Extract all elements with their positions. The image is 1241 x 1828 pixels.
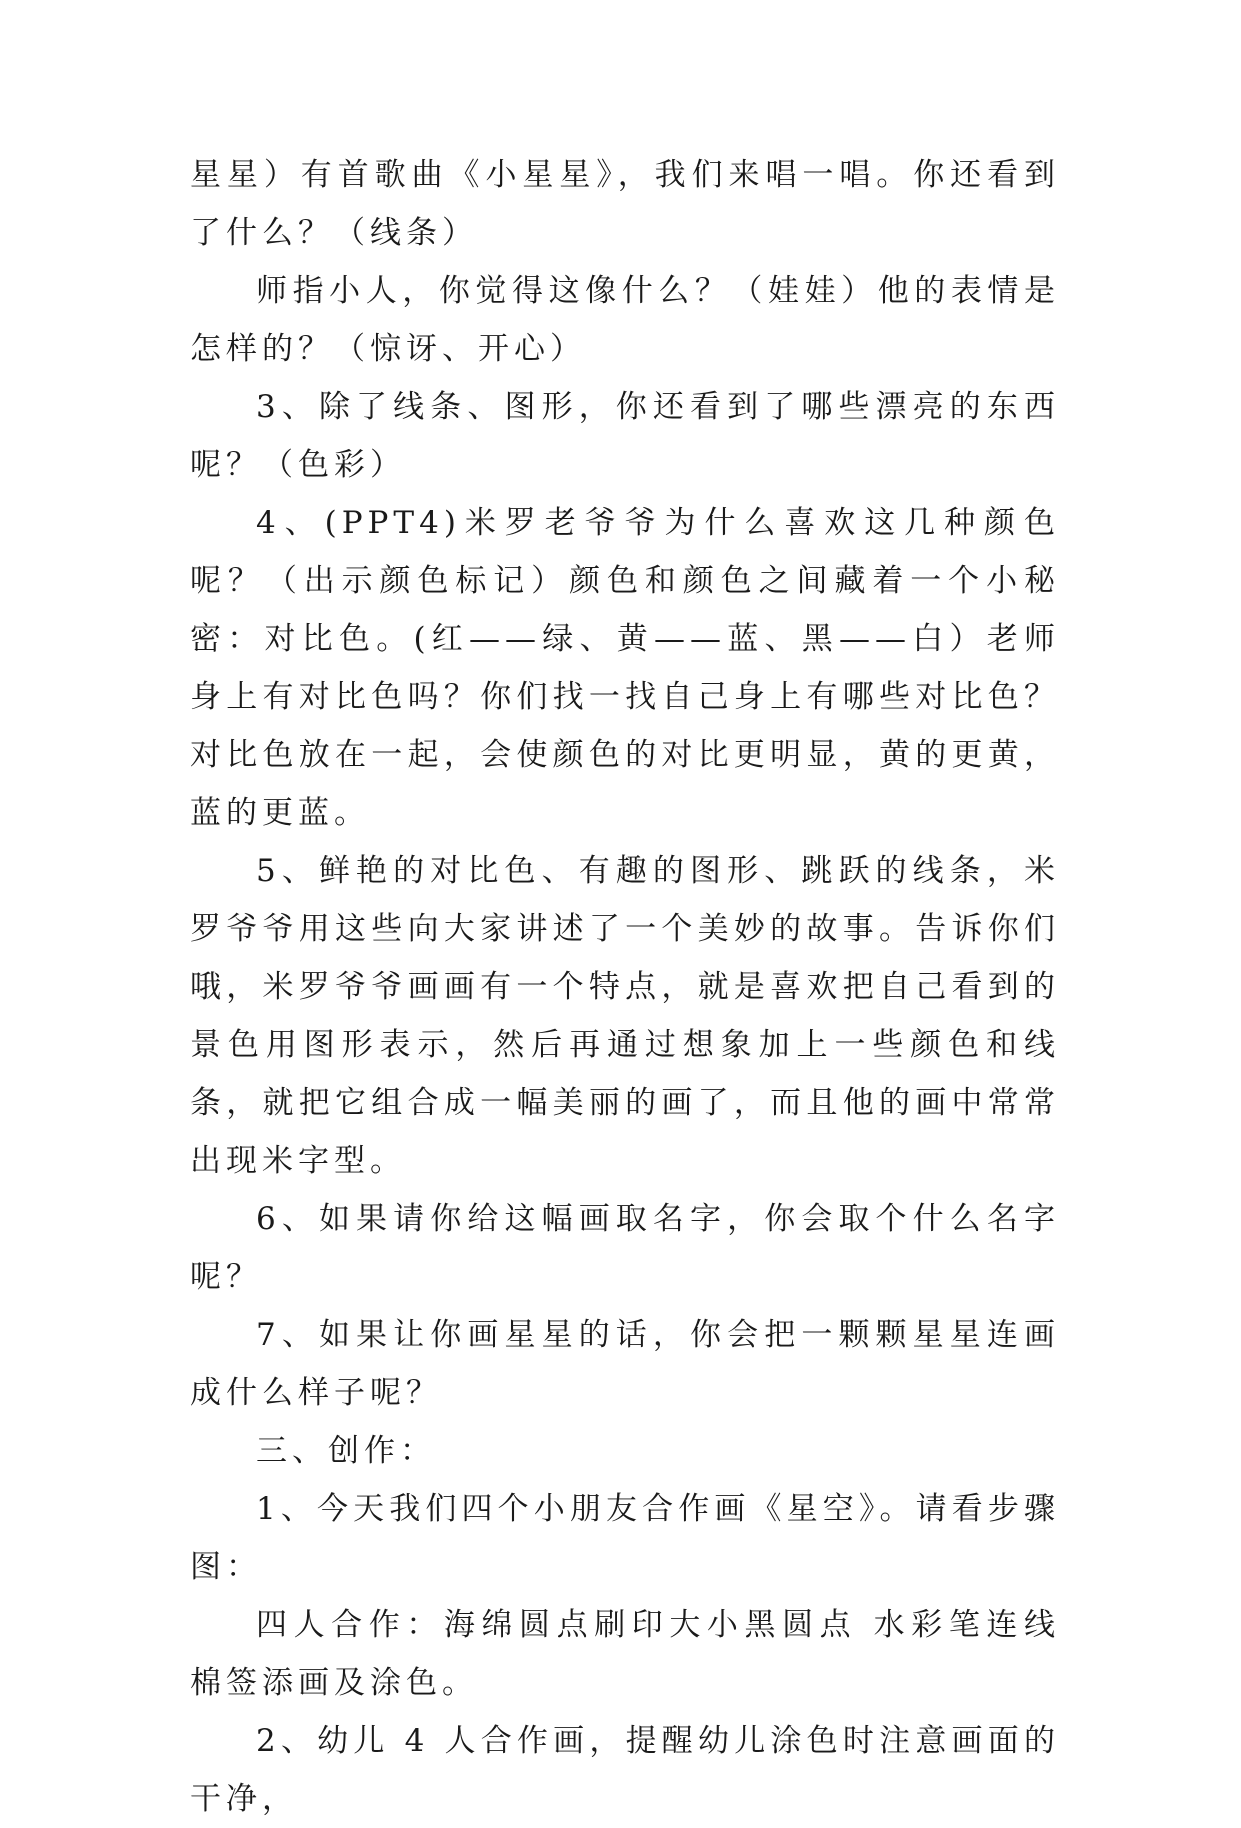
paragraph-9: 1、今天我们四个小朋友合作画《星空》。请看步骤图： — [190, 1491, 1060, 1585]
paragraph-7: 7、如果让你画星星的话，你会把一颗颗星星连画成什么样子呢？ — [190, 1317, 1060, 1411]
paragraph-5: 5、鲜艳的对比色、有趣的图形、跳跃的线条，米罗爷爷用这些向大家讲述了一个美妙的故事。告诉你们哦，米罗爷爷画画有一个特点，就是喜欢把自己看到的景色用图形表示，然后再通过想象加上一些颜色和线条，就把它组合成一幅美丽的画了，而且他的画中常常出现米字型。 — [190, 853, 1060, 1179]
paragraph-3: 3、除了线条、图形，你还看到了哪些漂亮的东西呢？（色彩） — [190, 389, 1060, 483]
paragraph-2: 师指小人，你觉得这像什么？（娃娃）他的表情是怎样的？（惊讶、开心） — [190, 273, 1060, 367]
paragraph-10: 四人合作：海绵圆点刷印大小黑圆点 水彩笔连线 棉签添画及涂色。 — [190, 1607, 1060, 1701]
paragraph-6: 6、如果请你给这幅画取名字，你会取个什么名字呢？ — [190, 1201, 1060, 1295]
section-heading-create: 三、创作： — [256, 1433, 436, 1469]
document-page — [190, 146, 1060, 1828]
paragraph-4: 4、(PPT4)米罗老爷爷为什么喜欢这几种颜色呢？（出示颜色标记）颜色和颜色之间藏着一个小秘密：对比色。(红——绿、黄——蓝、黑——白）老师身上有对比色吗？你们找一找自己身上有哪些对比色？对比色放在一起，会使颜色的对比更明显，黄的更黄，蓝的更蓝。 — [190, 505, 1060, 831]
paragraph-1: 星星）有首歌曲《小星星》，我们来唱一唱。你还看到了什么？（线条） — [190, 157, 1060, 251]
paragraph-11: 2、幼儿 4 人合作画，提醒幼儿涂色时注意画面的干净， — [190, 1723, 1060, 1817]
